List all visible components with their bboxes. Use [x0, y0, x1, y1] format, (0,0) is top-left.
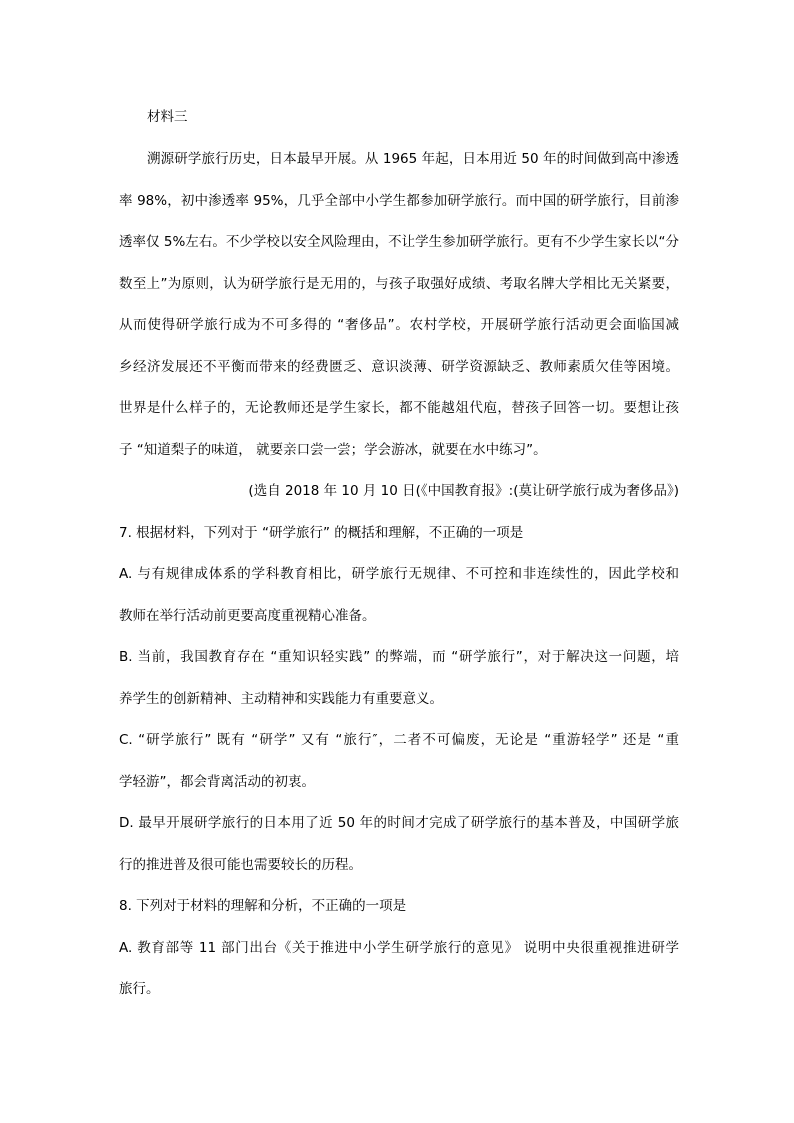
question-stem: 8. 下列对于材料的理解和分析，不正确的一项是	[119, 898, 407, 914]
paragraph-line: 子 “知道梨子的味道， 就要亲口尝一尝；学会游冰，就要在水中练习”。	[119, 442, 547, 458]
option-line: 学轻游”，都会背离活动的初衷。	[119, 774, 315, 790]
paragraph-line: 率 98%，初中渗透率 95%，几乎全部中小学生都参加研学旅行。而中国的研学旅行，目前渗	[119, 193, 679, 209]
option-line: A. 教育部等 11 部门出台《关于推进中小学生研学旅行的意见》 说明中央很重视推进研学	[119, 940, 679, 956]
option-line: A. 与有规律成体系的学科教育相比，研学旅行无规律、不可控和非连续性的，因此学校和	[119, 566, 679, 582]
option-line: 旅行。	[119, 981, 160, 997]
option-line: 教师在举行活动前更要高度重视精心准备。	[119, 608, 376, 624]
paragraph-line: 数至上”为原则，认为研学旅行是无用的，与孩子取强好成绩、考取名牌大学相比无关紧要，	[119, 276, 679, 292]
paragraph-line: 从而使得研学旅行成为不可多得的 “奢侈品”。农村学校，开展研学旅行活动更会面临国减	[119, 317, 679, 333]
option-line: 养学生的创新精神、主动精神和实践能力有重要意义。	[119, 691, 443, 707]
source-citation: (选自 2018 年 10 月 10 日(《中国教育报》:(莫让研学旅行成为奢侈品》)	[248, 483, 679, 499]
paragraph-line: 世界是什么样子的，无论教师还是学生家长，都不能越俎代庖，替孩子回答一切。要想让孩	[119, 400, 679, 416]
paragraph-line: 透率仅 5%左右。不少学校以安全风险理由，不让学生参加研学旅行。更有不少学生家长以“分	[119, 234, 679, 250]
paragraph-line: 乡经济发展还不平衡而带来的经费匮乏、意识淡薄、研学资源缺乏、教师素质欠佳等困境。	[119, 359, 679, 375]
option-line: D. 最早开展研学旅行的日本用了近 50 年的时间才完成了研学旅行的基本普及，中国研学旅	[119, 815, 679, 831]
option-line: C. “研学旅行” 既有 “研学” 又有 “旅行″，二者不可偏废，无论是 “重游轻学” 还是 “重	[119, 732, 679, 748]
question-stem: 7. 根据材料，下列对于 “研学旅行” 的概括和理解，不正确的一项是	[119, 525, 524, 541]
option-line: B. 当前，我国教育存在 “重知识轻实践” 的弊端，而 “研学旅行”，对于解决这一问题，培	[119, 649, 679, 665]
material-heading: 材料三	[147, 109, 188, 125]
option-line: 行的推进普及很可能也需要较长的历程。	[119, 857, 362, 873]
paragraph-line: 溯源研学旅行历史，日本最早开展。从 1965 年起，日本用近 50 年的时间做到高中渗透	[147, 151, 679, 167]
